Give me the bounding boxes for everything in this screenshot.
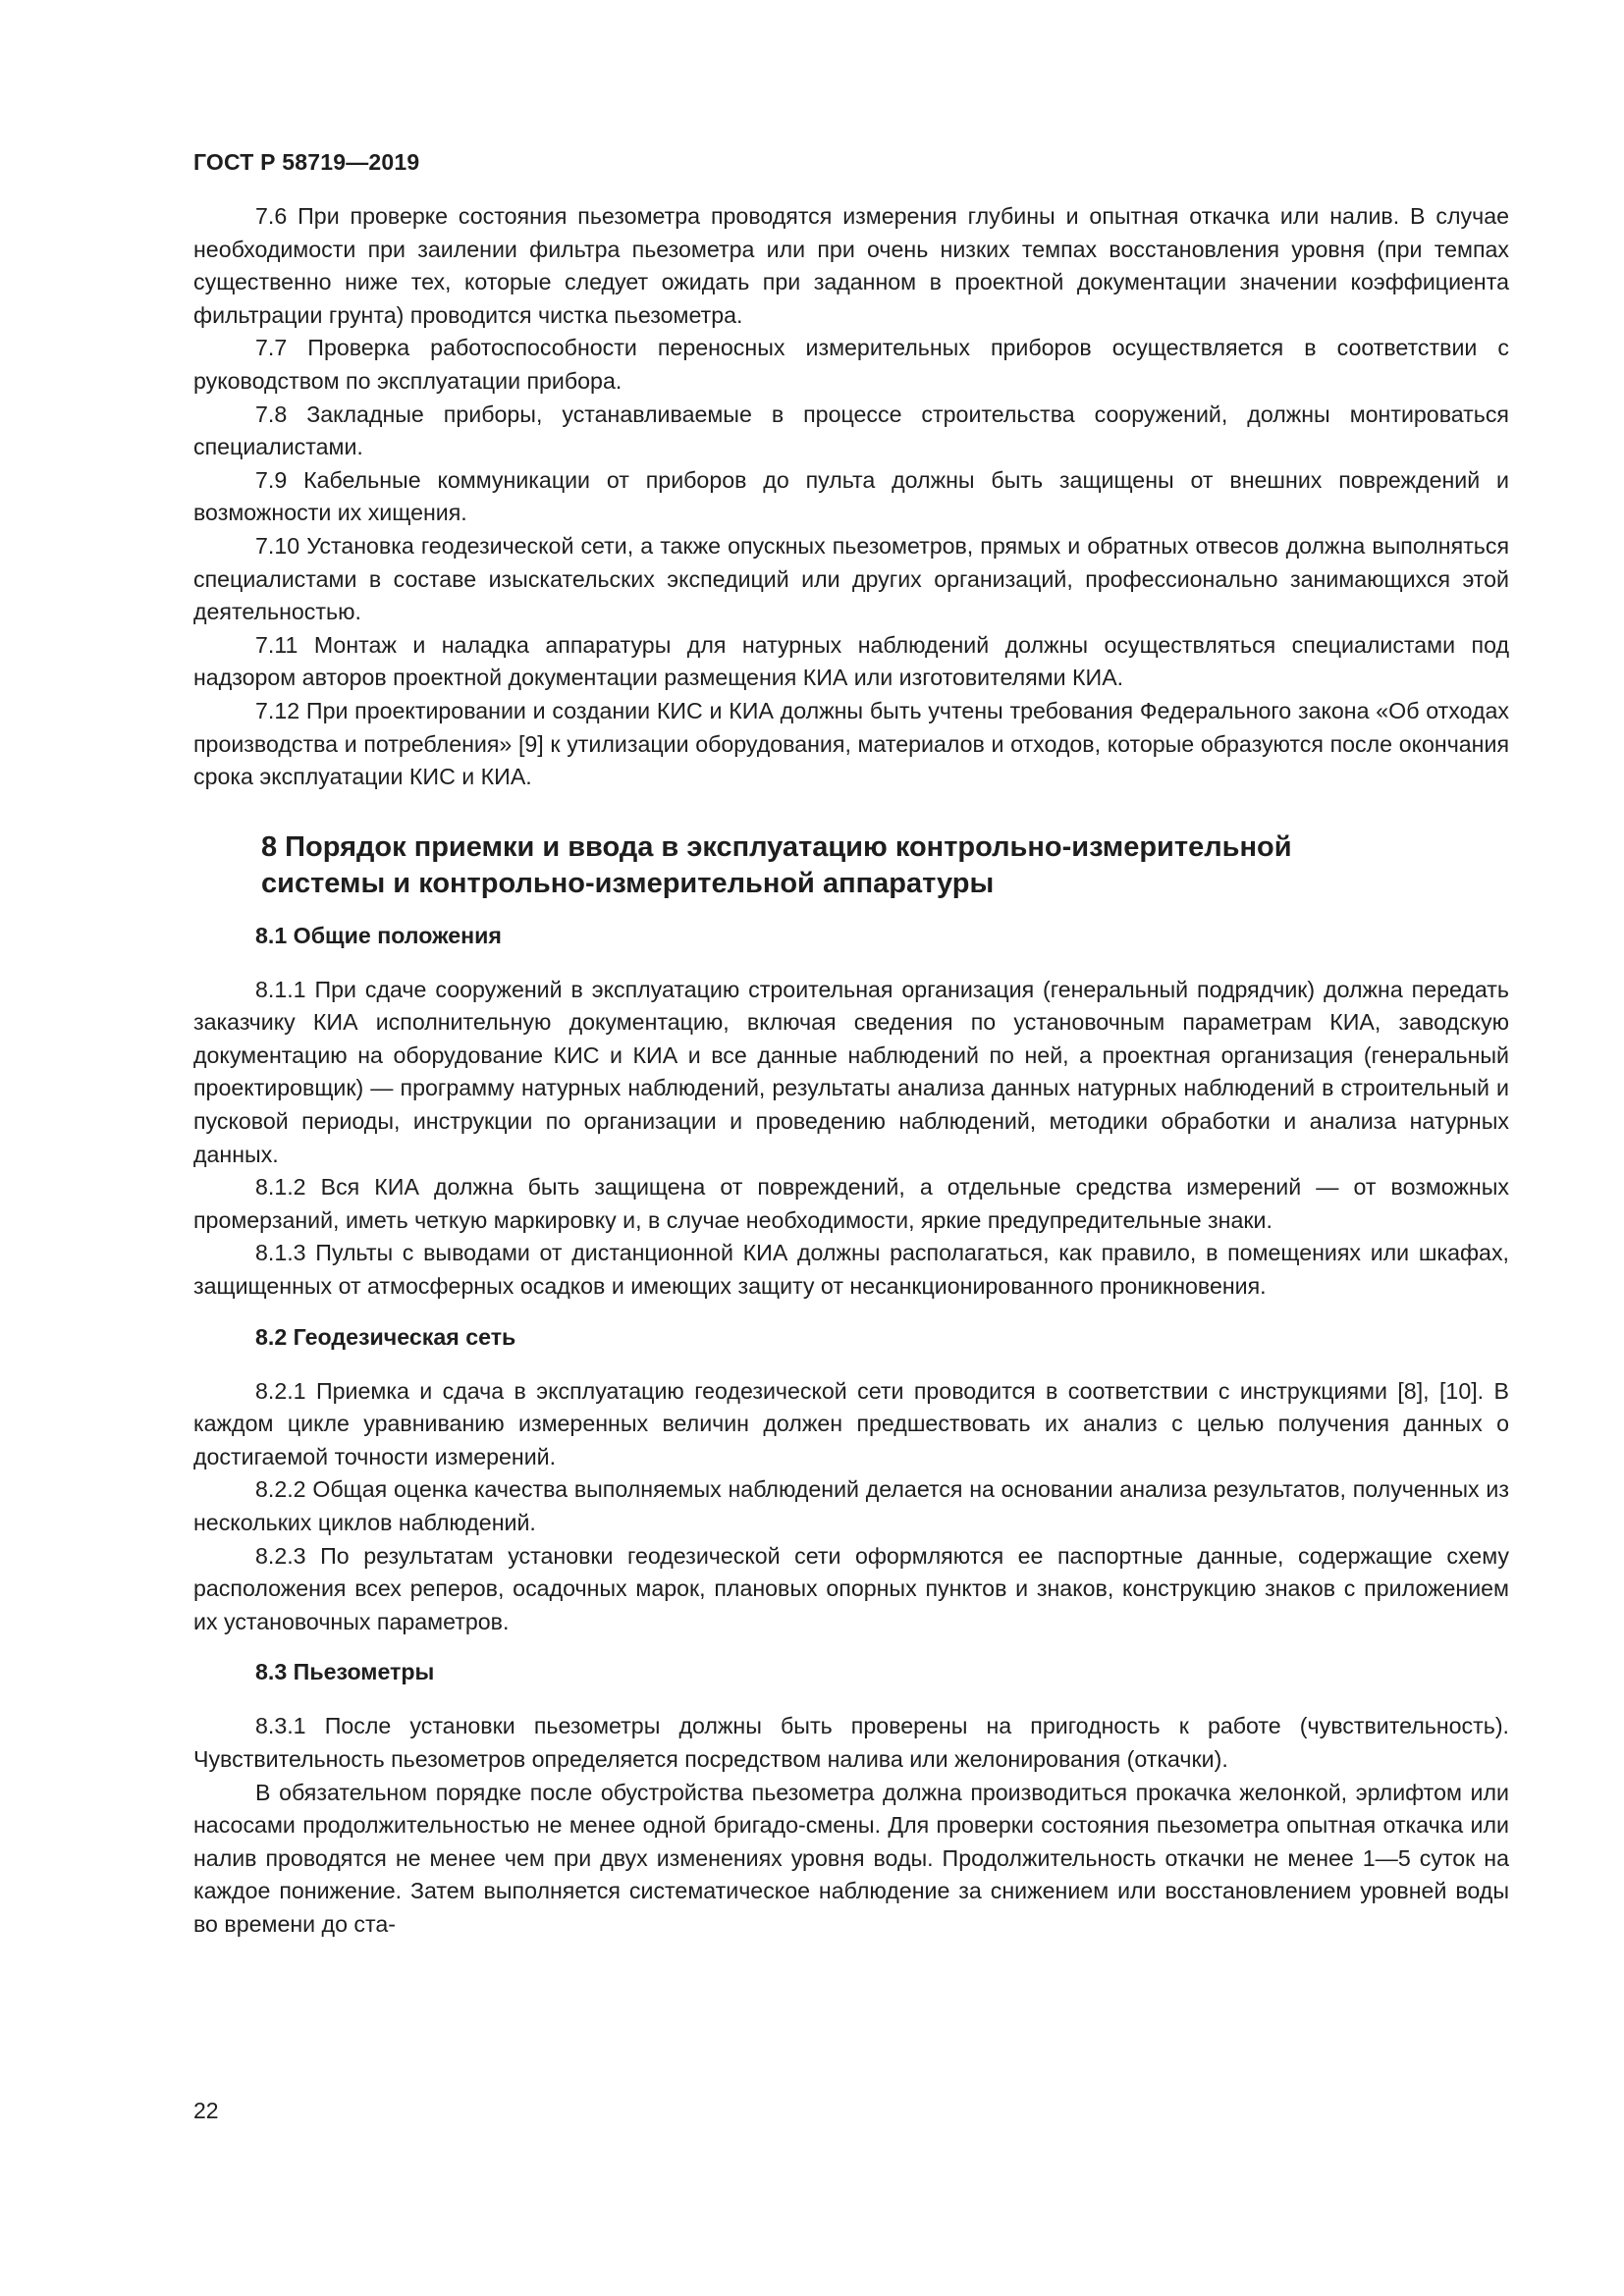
standard-code-header: ГОСТ Р 58719—2019 — [193, 149, 420, 175]
paragraph-8-2-1: 8.2.1 Приемка и сдача в эксплуатацию геодезической сети проводится в соответствии с инструкциями [8], [10]. В каждом цикле уравниванию измеренных величин должен предшествовать их анализ с целью получения данных о достигаемой точности измерений. — [193, 1377, 1509, 1469]
paragraph-8-1-2: 8.1.2 Вся КИА должна быть защищена от повреждений, а отдельные средства измерений — от возможных промерзаний, иметь четкую маркировку и, в случае необходимости, яркие предупредительные знаки. — [193, 1174, 1509, 1233]
section-8-title-line-2: системы и контрольно-измерительной аппаратуры — [261, 867, 995, 899]
paragraph-8-1-1: 8.1.1 При сдаче сооружений в эксплуатацию строительная организация (генеральный подрядчик) должна передать заказчику КИА исполнительную документацию, включая сведения по установочным параметрам КИА, заводскую документацию на оборудование КИС и КИА и все данные наблюдений по ней, а проектная организация (генеральный проектировщик) — программу натурных наблюдений, результаты анализа данных натурных наблюдений в строительный и пусковой периоды, инструкции по организации и проведению наблюдений, методики обработки и анализа натурных данных. — [193, 976, 1509, 1167]
paragraph-7-11: 7.11 Монтаж и наладка аппаратуры для натурных наблюдений должны осуществляться специалистами под надзором авторов проектной документации размещения КИА или изготовителями КИА. — [193, 631, 1509, 691]
paragraph-8-1-3: 8.1.3 Пульты с выводами от дистанционной КИА должны располагаться, как правило, в помещениях или шкафах, защищенных от атмосферных осадков и имеющих защиту от несанкционированного проникновения. — [193, 1240, 1509, 1300]
subsection-8-2-title: 8.2 Геодезическая сеть — [255, 1323, 516, 1350]
subsection-8-3-title: 8.3 Пьезометры — [255, 1659, 435, 1685]
document-page — [193, 137, 1509, 1942]
section-8-title — [261, 829, 1509, 902]
paragraph-8-3-1: 8.3.1 После установки пьезометры должны быть проверены на пригодность к работе (чувствительность). Чувствительность пьезометров определяется посредством налива или желонирования (откачки). — [193, 1713, 1509, 1772]
paragraph-8-3-1-continued: В обязательном порядке после обустройства пьезометра должна производиться прокачка желонкой, эрлифтом или насосами продолжительностью не менее одной бригадо-смены. Для проверки состояния пьезометра опытная откачка или налив проводятся не менее чем при двух изменениях уровня воды. Продолжительность откачки не менее 1—5 суток на каждое понижение. Затем выполняется систематическое наблюдение за снижением или восстановлением уровней воды во времени до ста- — [193, 1779, 1509, 1937]
paragraph-7-12: 7.12 При проектировании и создании КИС и КИА должны быть учтены требования Федерального закона «Об отходах производства и потребления» [9] к утилизации оборудования, материалов и отходов, которые образуются после окончания срока эксплуатации КИС и КИА. — [193, 697, 1509, 790]
paragraph-7-10: 7.10 Установка геодезической сети, а также опускных пьезометров, прямых и обратных отвесов должна выполняться специалистами в составе изыскательских экспедиций или других организаций, профессионально занимающихся этой деятельностью. — [193, 532, 1509, 625]
paragraph-7-7: 7.7 Проверка работоспособности переносных измерительных приборов осуществляется в соответствии с руководством по эксплуатации прибора. — [193, 335, 1509, 394]
paragraph-7-8: 7.8 Закладные приборы, устанавливаемые в процессе строительства сооружений, должны монтироваться специалистами. — [193, 400, 1509, 460]
subsection-8-1-title: 8.1 Общие положения — [255, 922, 502, 948]
paragraph-8-2-3: 8.2.3 По результатам установки геодезической сети оформляются ее паспортные данные, содержащие схему расположения всех реперов, осадочных марок, плановых опорных пунктов и знаков, конструкцию знаков с приложением их установочных параметров. — [193, 1542, 1509, 1634]
paragraph-8-2-2: 8.2.2 Общая оценка качества выполняемых наблюдений делается на основании анализа результатов, полученных из нескольких циклов наблюдений. — [193, 1476, 1509, 1535]
section-8-title-line-1: 8 Порядок приемки и ввода в эксплуатацию контрольно-измерительной — [261, 830, 1292, 863]
paragraph-7-9: 7.9 Кабельные коммуникации от приборов до пульта должны быть защищены от внешних повреждений и возможности их хищения. — [193, 466, 1509, 526]
page-number: 22 — [193, 2098, 219, 2123]
paragraph-7-6: 7.6 При проверке состояния пьезометра проводятся измерения глубины и опытная откачка или налив. В случае необходимости при заилении фильтра пьезометра или при очень низких темпах восстановления уровня (при темпах существенно ниже тех, которые следует ожидать при заданном в проектной документации значении коэффициента фильтрации грунта) проводится чистка пьезометра. — [193, 203, 1509, 328]
